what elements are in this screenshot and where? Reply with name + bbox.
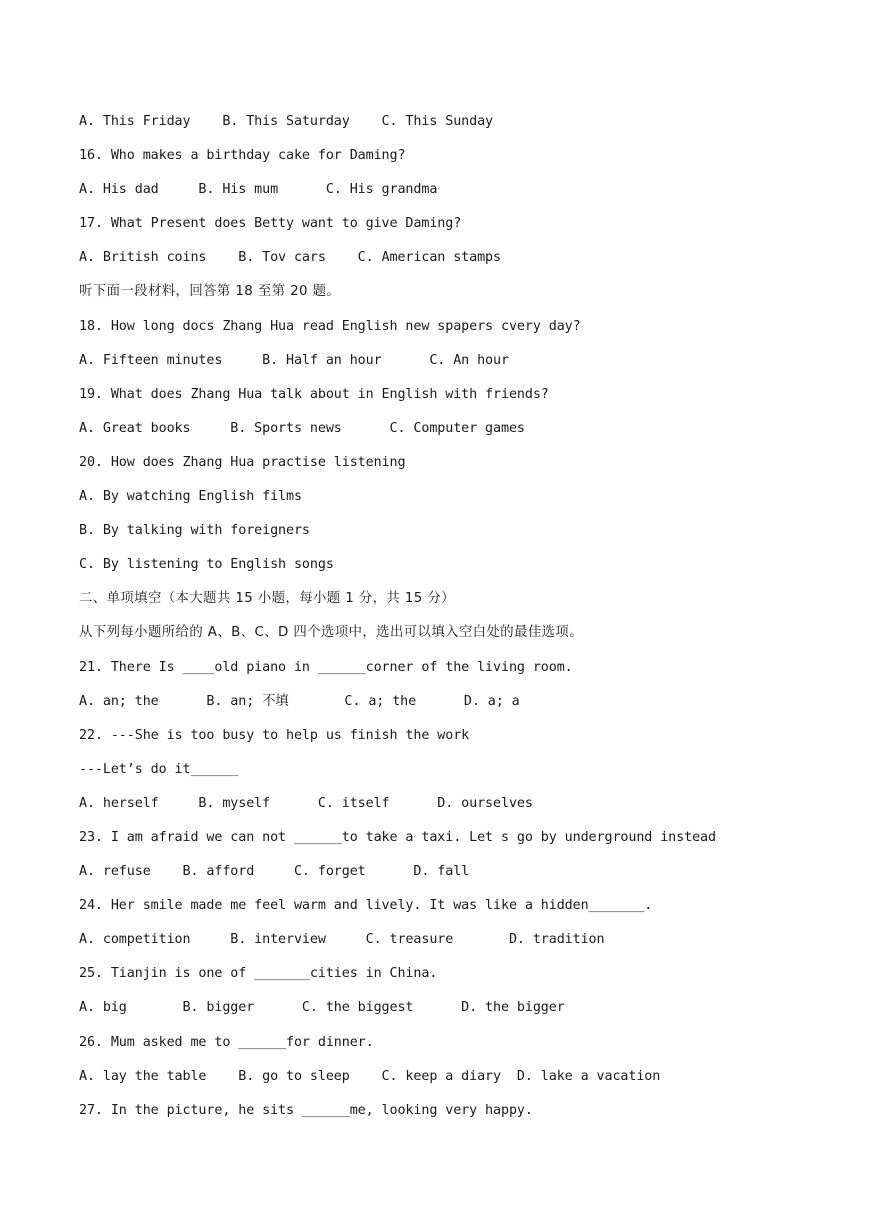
option-20a: A. By watching English films [79, 489, 302, 505]
options-line-q15: A. This Friday B. This Saturday C. This Sunday [79, 114, 494, 129]
options-line-q21: A. an; the B. an; 不填 C. a; the D. a; a [79, 693, 520, 709]
exam-page [79, 112, 839, 1135]
options-line-q26: A. lay the table B. go to sleep C. keep a diary D. lake a vacation [79, 1068, 661, 1084]
question-26: 26. Mum asked me to ______for dinner. [79, 1034, 374, 1050]
listening-instruction: 听下面一段材料，回答第 18 至第 20 题。 [79, 284, 341, 300]
question-19: 19. What does Zhang Hua talk about in English with friends? [79, 386, 549, 402]
question-27: 27. In the picture, he sits ______me, looking very happy. [79, 1102, 533, 1118]
options-line-q24: A. competition B. interview C. treasure D. tradition [79, 932, 605, 948]
section-heading: 二、单项填空（本大题共 15 小题，每小题 1 分，共 15 分） [79, 591, 455, 607]
options-line-q18: A. Fifteen minutes B. Half an hour C. An hour [79, 352, 509, 368]
options-line-q22: A. herself B. myself C. itself D. ourselves [79, 795, 533, 811]
question-23: 23. I am afraid we can not ______to take a taxi. Let s go by underground instead [79, 829, 716, 845]
question-22-reply: ---Let’s do it______ [79, 761, 239, 777]
options-line-q16: A. His dad B. His mum C. His grandma [79, 182, 438, 198]
options-line-q19: A. Great books B. Sports news C. Computer games [79, 420, 525, 436]
question-16: 16. Who makes a birthday cake for Daming? [79, 148, 406, 164]
options-line-q17: A. British coins B. Tov cars C. American stamps [79, 250, 501, 266]
question-17: 17. What Present does Betty want to give Daming? [79, 216, 462, 232]
option-20b: B. By talking with foreigners [79, 523, 310, 539]
question-22: 22. ---She is too busy to help us finish the work [79, 727, 470, 743]
options-line-q25: A. big B. bigger C. the biggest D. the bigger [79, 1000, 565, 1016]
option-20c: C. By listening to English songs [79, 557, 334, 573]
section-instruction: 从下列每小题所给的 A、B、C、D 四个选项中，选出可以填入空白处的最佳选项。 [79, 625, 584, 641]
question-18: 18. How long docs Zhang Hua read English new spapers cvery day? [79, 318, 581, 334]
question-21: 21. There Is ____old piano in ______corner of the living room. [79, 659, 573, 675]
question-24: 24. Her smile made me feel warm and lively. It was like a hidden_______. [79, 898, 653, 914]
question-25: 25. Tianjin is one of _______cities in China. [79, 966, 438, 982]
options-line-q23: A. refuse B. afford C. forget D. fall [79, 864, 470, 880]
question-20: 20. How does Zhang Hua practise listening [79, 454, 406, 470]
